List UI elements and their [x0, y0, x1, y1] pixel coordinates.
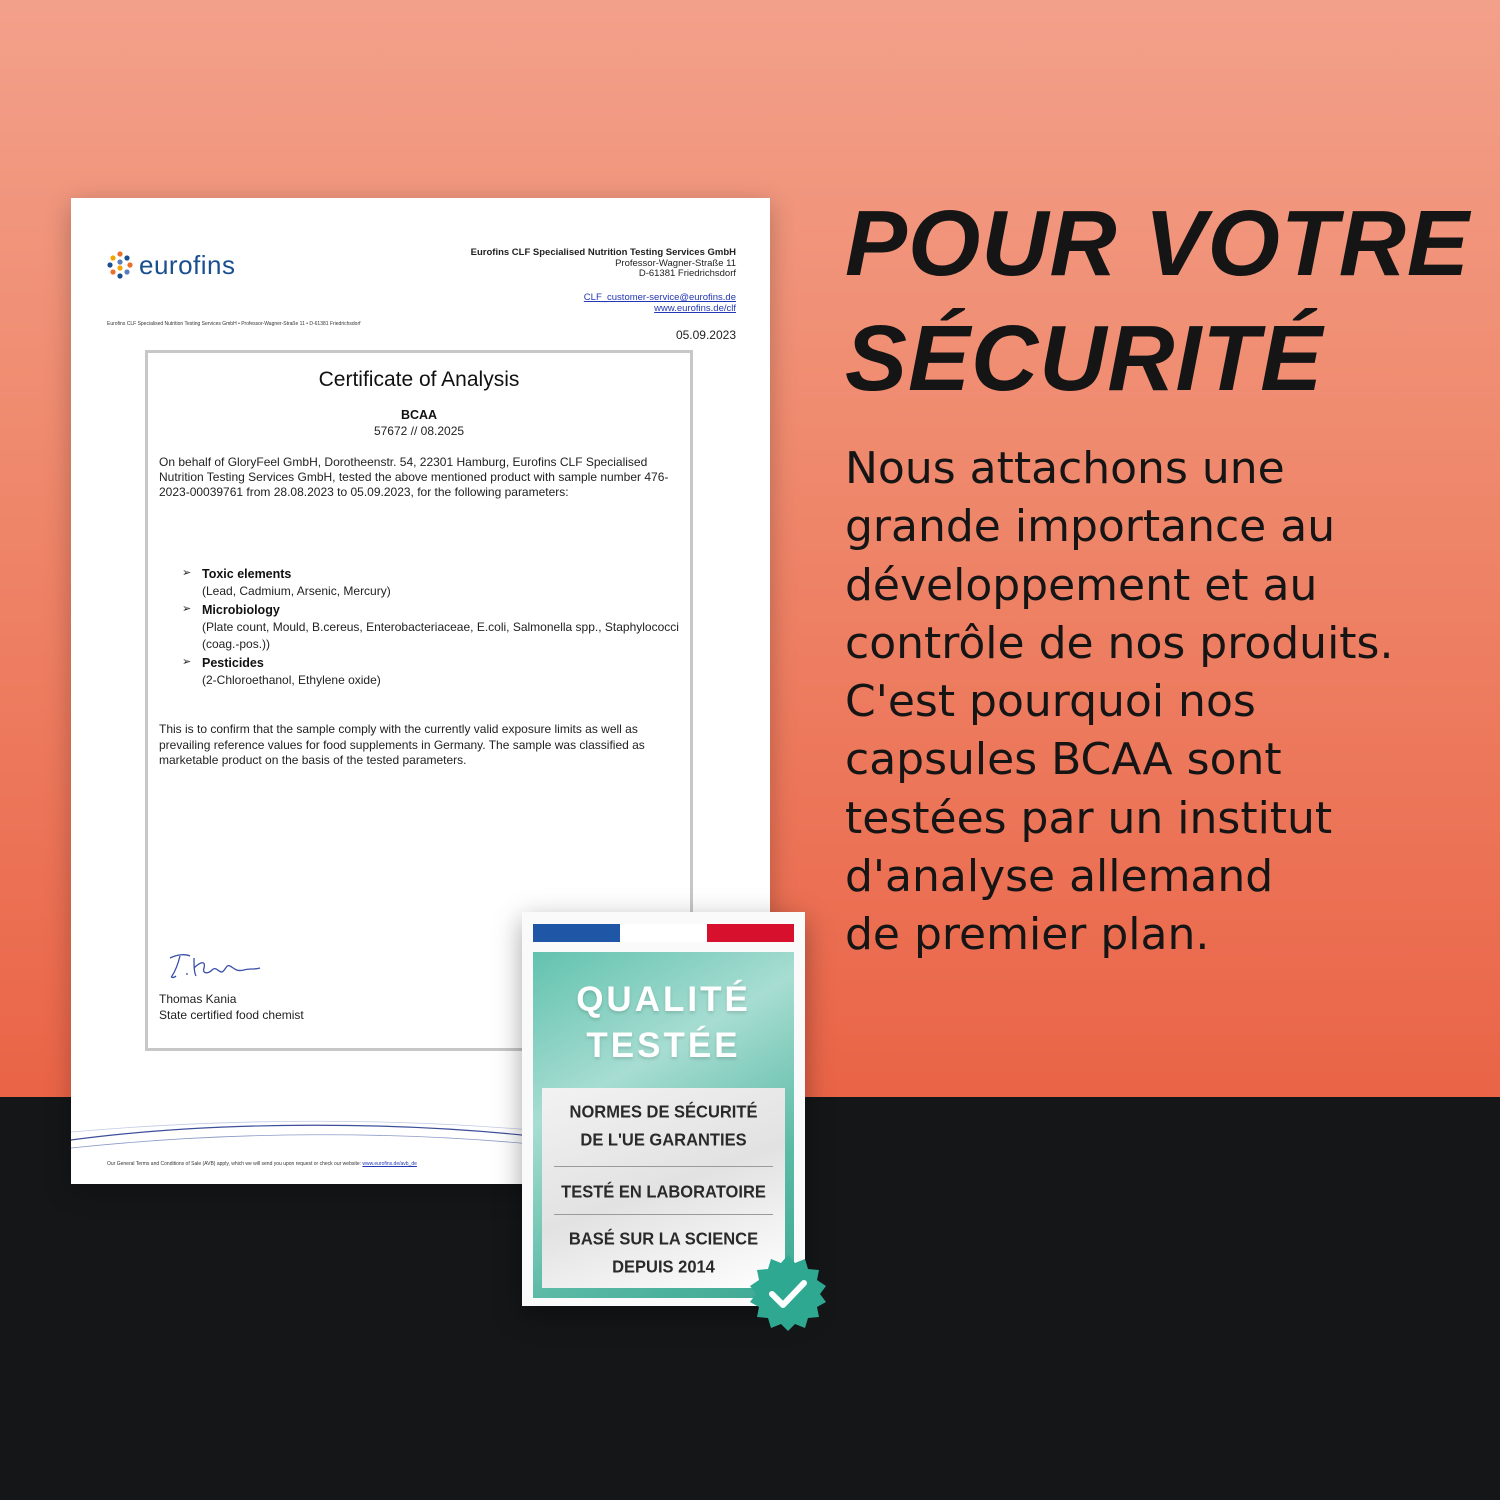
parameter-name: Pesticides: [202, 655, 264, 670]
claim-line: DE L'UE GARANTIES: [580, 1130, 747, 1150]
logo-text: eurofins: [139, 249, 236, 280]
parameter-detail: (Lead, Cadmium, Arsenic, Mercury): [202, 584, 391, 598]
body-line: contrôle de nos produits.: [845, 617, 1394, 669]
eurofins-dots-icon: [107, 251, 133, 279]
body-line: d'analyse allemand: [845, 851, 1274, 903]
claim-lab-tested: TESTÉ EN LABORATOIRE: [561, 1182, 766, 1202]
badge-title-line1: QUALITÉ: [576, 980, 751, 1019]
body-line: développement et au: [845, 559, 1318, 611]
signer-title: State certified food chemist: [159, 1007, 304, 1022]
body-line: C'est pourquoi nos: [845, 676, 1256, 728]
arrow-bullet-icon: ➢: [182, 655, 192, 668]
certificate-date: 05.09.2023: [675, 328, 736, 342]
claim-line: DEPUIS 2014: [612, 1257, 715, 1277]
lab-city: D-61381 Friedrichsdorf: [638, 268, 736, 279]
body-paragraph: [845, 440, 1485, 965]
signer-name: Thomas Kania: [159, 992, 237, 1006]
terms-link[interactable]: www.eurofins.de/avb_de: [362, 1161, 417, 1167]
flag-red-stripe: [707, 924, 794, 942]
badge-panel: [533, 952, 794, 1298]
confirmation-paragraph: This is to confirm that the sample comply with the currently valid exposure limits as well as prevailing reference values for food supplements in Germany. The sample was classified as marketable product on the basis of the tested parameters.: [159, 722, 645, 767]
sender-line: Eurofins CLF Specialised Nutrition Testing Services GmbH • Professor-Wagner-Straße 11 • D-61381 Friedrichsdorf: [107, 321, 361, 327]
claim-line: BASÉ SUR LA SCIENCE: [568, 1229, 759, 1249]
claim-divider: [554, 1166, 773, 1167]
parameter-list: [182, 566, 682, 690]
certificate-title: Certificate of Analysis: [318, 368, 520, 391]
parameter-detail: (Plate count, Mould, B.cereus, Enterobacteriaceae, E.coli, Salmonella spp., Staphylococci (coag.-pos.)): [202, 619, 679, 651]
body-line: de premier plan.: [845, 909, 1210, 961]
product-name: BCAA: [400, 408, 438, 422]
headline-line1: POUR VOTRE: [845, 191, 1470, 295]
body-line: testées par un institut: [845, 792, 1333, 844]
flag-white-stripe: [620, 924, 707, 942]
parameter-item: [182, 655, 682, 690]
lab-website-link[interactable]: www.eurofins.de/clf: [654, 303, 736, 314]
badge-title-line2: TESTÉE: [586, 1026, 741, 1065]
lab-address: [471, 248, 736, 280]
arrow-bullet-icon: ➢: [182, 602, 192, 615]
body-line: Nous attachons une: [845, 443, 1285, 494]
parameter-item: [182, 602, 682, 654]
headline-line2: SÉCURITÉ: [845, 306, 1324, 410]
lab-email-link[interactable]: CLF_customer-service@eurofins.de: [583, 292, 736, 303]
parameter-name: Toxic elements: [202, 567, 292, 581]
body-line: capsules BCAA sont: [845, 734, 1282, 786]
terms-text: Our General Terms and Conditions of Sale (AVB) apply, which we will send you upon request or check our website:: [107, 1161, 362, 1167]
parameter-name: Microbiology: [202, 602, 280, 617]
parameter-item: [182, 566, 682, 601]
headline: [845, 186, 1485, 416]
quality-badge: [522, 912, 805, 1306]
flag-blue-stripe: [533, 924, 620, 942]
claim-line: NORMES DE SÉCURITÉ: [569, 1102, 758, 1122]
intro-paragraph: On behalf of GloryFeel GmbH, Dorotheenstr. 54, 22301 Hamburg, Eurofins CLF Specialised Nutrition Testing Services GmbH, tested the above mentioned product with sample number 476-2023-00039761 from 28.08.2023 to 05.09.2023, for the following parameters:: [159, 455, 669, 499]
body-line: grande importance au: [845, 501, 1336, 553]
eurofins-logo: [107, 248, 236, 282]
signature-icon: [164, 948, 264, 984]
check-seal-icon: [748, 1253, 828, 1333]
parameter-detail: (2-Chloroethanol, Ethylene oxide): [202, 672, 381, 687]
batch-number: 57672 // 08.2025: [373, 424, 465, 438]
lab-company: Eurofins CLF Specialised Nutrition Testing Services GmbH: [470, 247, 736, 258]
signer-block: [159, 992, 304, 1023]
lab-links: [584, 292, 736, 314]
arrow-bullet-icon: ➢: [182, 567, 192, 579]
claim-divider: [554, 1214, 773, 1215]
claim-eu-standards: [542, 1098, 785, 1154]
lab-street: Professor-Wagner-Straße 11: [615, 257, 736, 269]
terms-line: [107, 1161, 417, 1167]
